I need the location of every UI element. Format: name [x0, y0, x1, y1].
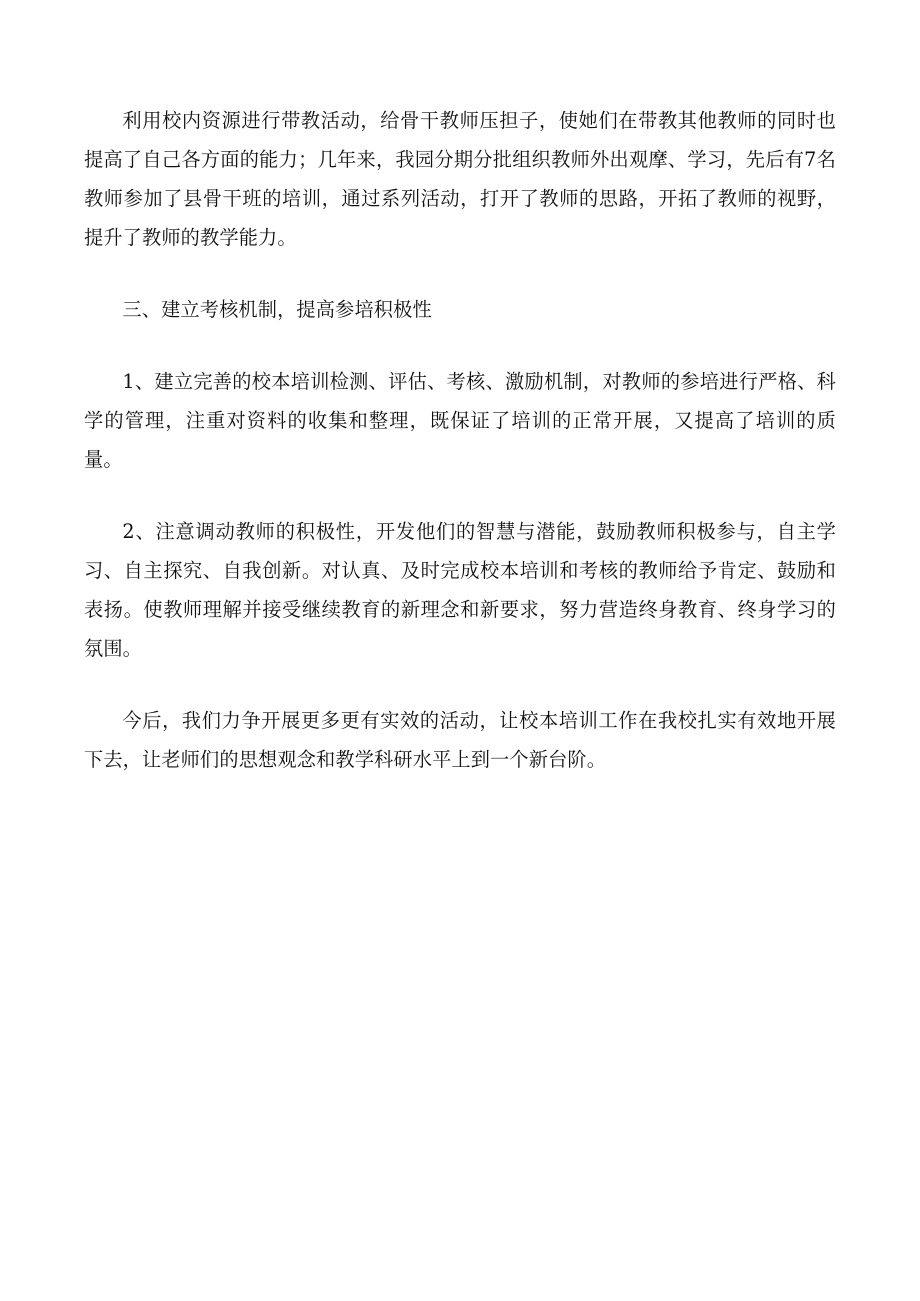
paragraph-assessment-mechanism: 1、建立完善的校本培训检测、评估、考核、激励机制，对教师的参培进行严格、科学的管理，注重对资料的收集和整理，既保证了培训的正常开展，又提高了培训的质量。: [84, 370, 836, 471]
section-heading-assessment: 三、建立考核机制，提高参培积极性: [122, 298, 432, 321]
paragraph-teacher-motivation: 2、注意调动教师的积极性，开发他们的智慧与潜能，鼓励教师积极参与，自主学习、自主探究、自我创新。对认真、及时完成校本培训和考核的教师给予肯定、鼓励和表扬。使教师理解并接受继续教育的新理念和新要求，努力营造终身教育、终身学习的氛围。: [84, 520, 836, 660]
document-body: [84, 101, 836, 812]
paragraph-resource-mentoring: 利用校内资源进行带教活动，给骨干教师压担子，使她们在带教其他教师的同时也提高了自己各方面的能力；几年来，我园分期分批组织教师外出观摩、学习，先后有7名教师参加了县骨干班的培训，通过系列活动，打开了教师的思路，开拓了教师的视野，提升了教师的教学能力。: [84, 109, 836, 249]
paragraph-future-plan: 今后，我们力争开展更多更有实效的活动，让校本培训工作在我校扎实有效地开展下去，让老师们的思想观念和教学科研水平上到一个新台阶。: [84, 709, 836, 771]
